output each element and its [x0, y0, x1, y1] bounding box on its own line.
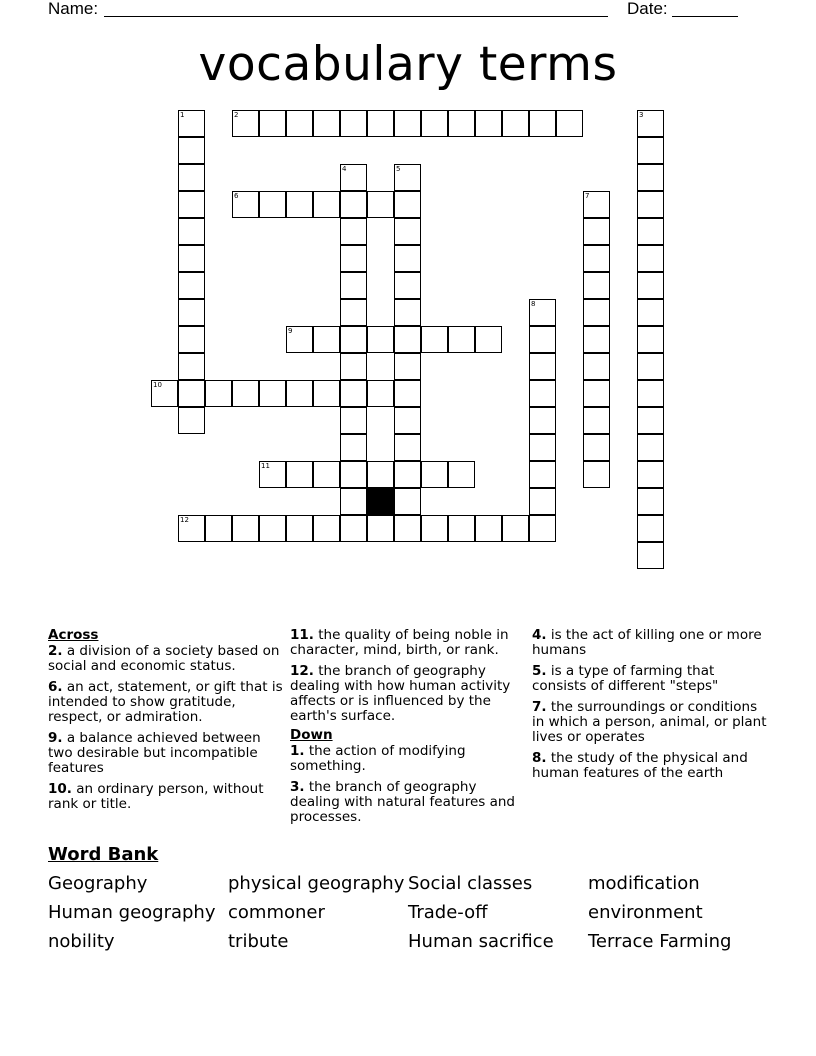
grid-cell[interactable]: [394, 434, 421, 461]
grid-cell[interactable]: [448, 326, 475, 353]
grid-cell[interactable]: [421, 326, 448, 353]
clue-text: is a type of farming that consists of different "steps": [532, 663, 719, 694]
grid-cell[interactable]: [394, 299, 421, 326]
grid-cell[interactable]: [340, 245, 367, 272]
word-bank: [48, 872, 808, 953]
grid-cell[interactable]: [475, 326, 502, 353]
clue-number: 6.: [48, 679, 63, 695]
grid-cell[interactable]: [259, 515, 286, 542]
grid-cell[interactable]: [421, 110, 448, 137]
clue-text: the study of the physical and human features of the earth: [532, 750, 748, 781]
clue-down-5: [532, 664, 768, 694]
grid-cell[interactable]: [178, 380, 205, 407]
grid-cell[interactable]: [340, 353, 367, 380]
grid-cell[interactable]: [529, 353, 556, 380]
clue-text: a division of a society based on social and economic status.: [48, 643, 280, 674]
grid-cell[interactable]: [340, 461, 367, 488]
clue-across-6: [48, 680, 284, 725]
clues-column-1: [48, 628, 284, 818]
grid-cell[interactable]: [340, 326, 367, 353]
grid-cell[interactable]: [637, 299, 664, 326]
grid-cell[interactable]: [529, 110, 556, 137]
grid-cell[interactable]: [583, 461, 610, 488]
grid-cell[interactable]: [529, 299, 556, 326]
clue-down-7: [532, 700, 768, 745]
grid-cell[interactable]: [340, 191, 367, 218]
grid-cell[interactable]: [583, 434, 610, 461]
grid-cell[interactable]: [340, 434, 367, 461]
clue-number: 11.: [290, 627, 314, 643]
grid-cell[interactable]: [367, 380, 394, 407]
word-bank-item: modification: [588, 873, 700, 894]
cell-number: 10: [153, 381, 162, 389]
name-field[interactable]: [104, 16, 608, 17]
grid-cell[interactable]: [637, 326, 664, 353]
across-heading: Across: [48, 627, 99, 643]
grid-cell[interactable]: [178, 515, 205, 542]
clue-down-8: [532, 751, 768, 781]
clue-text: the action of modifying something.: [290, 743, 466, 774]
grid-cell[interactable]: [529, 434, 556, 461]
grid-cell[interactable]: [178, 245, 205, 272]
grid-cell[interactable]: [151, 380, 178, 407]
name-label: Name:: [48, 0, 99, 18]
grid-cell[interactable]: [583, 191, 610, 218]
grid-cell[interactable]: [637, 272, 664, 299]
clue-number: 5.: [532, 663, 547, 679]
grid-cell[interactable]: [367, 461, 394, 488]
grid-cell[interactable]: [448, 461, 475, 488]
grid-cell[interactable]: [178, 326, 205, 353]
clue-text: an act, statement, or gift that is intended to show gratitude, respect, or admiration.: [48, 679, 283, 725]
grid-cell[interactable]: [286, 380, 313, 407]
grid-cell[interactable]: [340, 164, 367, 191]
grid-cell[interactable]: [637, 380, 664, 407]
grid-cell[interactable]: [286, 515, 313, 542]
date-label: Date:: [627, 0, 668, 18]
grid-cell[interactable]: [178, 407, 205, 434]
grid-cell[interactable]: [502, 515, 529, 542]
word-bank-item: Terrace Farming: [588, 931, 732, 952]
grid-cell[interactable]: [583, 218, 610, 245]
grid-cell[interactable]: [340, 407, 367, 434]
clue-number: 1.: [290, 743, 305, 759]
grid-cell[interactable]: [394, 218, 421, 245]
clue-text: the surroundings or conditions in which a person, animal, or plant lives or operates: [532, 699, 767, 745]
grid-cell[interactable]: [286, 110, 313, 137]
grid-cell[interactable]: [367, 191, 394, 218]
grid-cell[interactable]: [529, 380, 556, 407]
grid-cell[interactable]: [502, 110, 529, 137]
grid-cell[interactable]: [583, 380, 610, 407]
grid-cell[interactable]: [313, 515, 340, 542]
clue-down-1: [290, 744, 522, 774]
grid-cell[interactable]: [232, 110, 259, 137]
grid-cell[interactable]: [394, 164, 421, 191]
cell-number: 11: [261, 462, 270, 470]
grid-cell[interactable]: [340, 272, 367, 299]
grid-cell[interactable]: [583, 299, 610, 326]
word-bank-item: physical geography: [228, 873, 405, 894]
grid-cell[interactable]: [637, 434, 664, 461]
grid-cell[interactable]: [637, 407, 664, 434]
grid-cell[interactable]: [205, 515, 232, 542]
clue-text: a balance achieved between two desirable but incompatible features: [48, 730, 261, 776]
grid-cell[interactable]: [340, 299, 367, 326]
grid-cell[interactable]: [556, 110, 583, 137]
grid-cell[interactable]: [367, 515, 394, 542]
grid-cell[interactable]: [286, 461, 313, 488]
word-bank-item: commoner: [228, 902, 325, 923]
grid-cell[interactable]: [448, 515, 475, 542]
grid-cell[interactable]: [583, 407, 610, 434]
cell-number: 6: [234, 192, 239, 200]
grid-cell[interactable]: [340, 488, 367, 515]
grid-cell[interactable]: [178, 272, 205, 299]
cell-number: 4: [342, 165, 347, 173]
clue-across-9: [48, 731, 284, 776]
grid-cell[interactable]: [583, 272, 610, 299]
grid-cell[interactable]: [637, 110, 664, 137]
word-bank-item: tribute: [228, 931, 289, 952]
page-title: vocabulary terms: [198, 37, 618, 92]
grid-cell[interactable]: [637, 245, 664, 272]
grid-cell[interactable]: [313, 191, 340, 218]
grid-cell[interactable]: [394, 380, 421, 407]
grid-cell[interactable]: [340, 515, 367, 542]
grid-cell[interactable]: [421, 461, 448, 488]
grid-cell[interactable]: [394, 245, 421, 272]
clue-across-11: [290, 628, 522, 658]
grid-cell[interactable]: [367, 326, 394, 353]
grid-cell[interactable]: [259, 380, 286, 407]
grid-cell[interactable]: [394, 407, 421, 434]
grid-cell[interactable]: [232, 191, 259, 218]
grid-cell[interactable]: [394, 272, 421, 299]
clue-across-12: [290, 664, 522, 724]
grid-cell[interactable]: [178, 110, 205, 137]
grid-cell[interactable]: [475, 110, 502, 137]
grid-cell[interactable]: [340, 380, 367, 407]
grid-block: [367, 488, 394, 515]
grid-cell[interactable]: [205, 380, 232, 407]
grid-cell[interactable]: [313, 326, 340, 353]
grid-cell[interactable]: [178, 137, 205, 164]
cell-number: 2: [234, 111, 239, 119]
clue-number: 9.: [48, 730, 63, 746]
grid-cell[interactable]: [637, 137, 664, 164]
grid-cell[interactable]: [178, 353, 205, 380]
word-bank-item: Social classes: [408, 873, 533, 894]
grid-cell[interactable]: [313, 461, 340, 488]
cell-number: 12: [180, 516, 189, 524]
grid-cell[interactable]: [529, 326, 556, 353]
cell-number: 9: [288, 327, 293, 335]
grid-cell[interactable]: [340, 218, 367, 245]
grid-cell[interactable]: [583, 245, 610, 272]
grid-cell[interactable]: [394, 326, 421, 353]
grid-cell[interactable]: [637, 353, 664, 380]
grid-cell[interactable]: [313, 380, 340, 407]
grid-cell[interactable]: [475, 515, 502, 542]
grid-cell[interactable]: [232, 380, 259, 407]
cell-number: 3: [639, 111, 644, 119]
grid-cell[interactable]: [637, 488, 664, 515]
grid-cell[interactable]: [529, 461, 556, 488]
cell-number: 5: [396, 165, 401, 173]
word-bank-item: environment: [588, 902, 703, 923]
grid-cell[interactable]: [286, 191, 313, 218]
cell-number: 8: [531, 300, 536, 308]
clue-down-4: [532, 628, 768, 658]
grid-cell[interactable]: [529, 515, 556, 542]
word-bank-item: Human geography: [48, 902, 216, 923]
clue-number: 2.: [48, 643, 63, 659]
grid-cell[interactable]: [394, 488, 421, 515]
word-bank-item: nobility: [48, 931, 115, 952]
word-bank-item: Geography: [48, 873, 148, 894]
cell-number: 1: [180, 111, 185, 119]
grid-cell[interactable]: [367, 110, 394, 137]
clue-across-10: [48, 782, 284, 812]
grid-cell[interactable]: [394, 353, 421, 380]
clue-text: the branch of geography dealing with natural features and processes.: [290, 779, 516, 825]
grid-cell[interactable]: [259, 110, 286, 137]
grid-cell[interactable]: [583, 353, 610, 380]
clue-number: 8.: [532, 750, 547, 766]
grid-cell[interactable]: [637, 461, 664, 488]
grid-cell[interactable]: [637, 164, 664, 191]
grid-cell[interactable]: [313, 110, 340, 137]
word-bank-item: Human sacrifice: [408, 931, 554, 952]
grid-cell[interactable]: [232, 515, 259, 542]
clue-number: 10.: [48, 781, 72, 797]
grid-cell[interactable]: [394, 515, 421, 542]
clues-column-3: [532, 628, 768, 787]
clue-number: 4.: [532, 627, 547, 643]
grid-cell[interactable]: [529, 488, 556, 515]
grid-cell[interactable]: [394, 110, 421, 137]
clue-number: 7.: [532, 699, 547, 715]
clue-down-3: [290, 780, 522, 825]
header: [48, 0, 768, 20]
word-bank-item: Trade-off: [408, 902, 488, 923]
clues-column-2: [290, 628, 522, 831]
grid-cell[interactable]: [259, 191, 286, 218]
grid-cell[interactable]: [448, 110, 475, 137]
grid-cell[interactable]: [637, 542, 664, 569]
clue-across-2: [48, 644, 284, 674]
word-bank-title: Word Bank: [48, 844, 159, 865]
clue-number: 3.: [290, 779, 305, 795]
grid-cell[interactable]: [421, 515, 448, 542]
grid-cell[interactable]: [583, 326, 610, 353]
grid-cell[interactable]: [340, 110, 367, 137]
grid-cell[interactable]: [637, 515, 664, 542]
grid-cell[interactable]: [178, 299, 205, 326]
grid-cell[interactable]: [286, 326, 313, 353]
grid-cell[interactable]: [637, 191, 664, 218]
clue-text: is the act of killing one or more humans: [532, 627, 762, 658]
grid-cell[interactable]: [178, 191, 205, 218]
clue-text: the quality of being noble in character, mind, birth, or rank.: [290, 627, 509, 658]
clue-number: 12.: [290, 663, 314, 679]
grid-cell[interactable]: [637, 218, 664, 245]
grid-cell[interactable]: [394, 461, 421, 488]
grid-cell[interactable]: [259, 461, 286, 488]
grid-cell[interactable]: [178, 218, 205, 245]
grid-cell[interactable]: [394, 191, 421, 218]
grid-cell[interactable]: [178, 164, 205, 191]
clue-text: the branch of geography dealing with how human activity affects or is influenced by the earth's surface.: [290, 663, 511, 724]
down-heading: Down: [290, 727, 333, 743]
cell-number: 7: [585, 192, 590, 200]
clue-text: an ordinary person, without rank or title.: [48, 781, 264, 812]
grid-cell[interactable]: [529, 407, 556, 434]
date-field[interactable]: [672, 16, 738, 17]
